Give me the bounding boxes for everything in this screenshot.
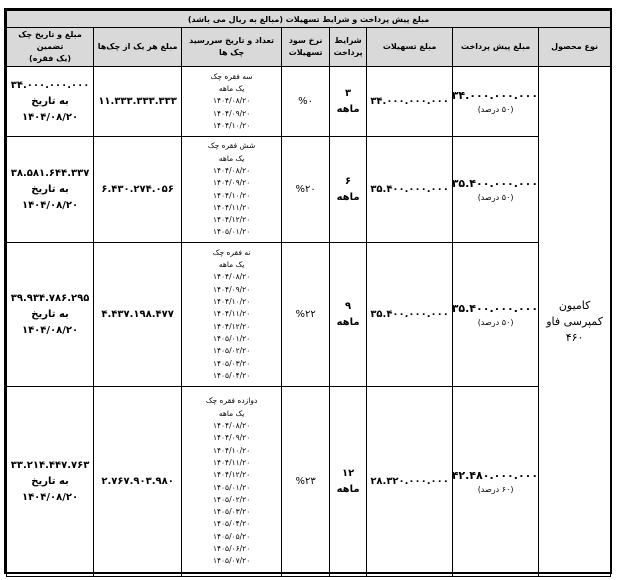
rate-cell: %۲۲ — [282, 243, 330, 387]
header-terms: شرایط پرداخت — [330, 28, 367, 67]
header-rate: نرخ سود تسهیلات — [282, 28, 330, 67]
loan-cell: ۳۵.۴۰۰.۰۰۰.۰۰۰ — [367, 137, 453, 243]
checks-cell: نه فقره چک یک ماهه ۱۴۰۴/۰۸/۲۰ ۱۴۰۴/۰۹/۲۰ ۱۴۰۴/۱۰/۲۰ ۱۴۰۴/۱۱/۲۰ ۱۴۰۴/۱۲/۲۰ ۱۴۰۵/۰۱/۲۰ ۱۴۰۵/۰۲/۲۰ ۱۴۰۵/۰۳/۲۰ ۱۴۰۵/۰۴/۲۰ — [182, 243, 282, 387]
checks-cell: سه فقره چک یک ماهه ۱۴۰۴/۰۸/۲۰ ۱۴۰۴/۰۹/۲۰ ۱۴۰۴/۱۰/۲۰ — [182, 67, 282, 137]
rate-cell: %۲۰ — [282, 137, 330, 243]
guarantee-cell: ۳۳.۲۱۴.۴۴۷.۷۶۳ به تاریخ ۱۴۰۴/۰۸/۲۰ — [7, 387, 94, 577]
per-check-cell: ۴.۴۳۷.۱۹۸.۴۷۷ — [94, 243, 182, 387]
table-title: مبلغ پیش پرداخت و شرایط تسهیلات (مبالغ به ریال می باشد) — [7, 11, 611, 28]
header-checks: تعداد و تاریخ سررسید چک ها — [182, 28, 282, 67]
table-row — [7, 243, 611, 387]
header-prepayment: مبلغ پیش پرداخت — [453, 28, 539, 67]
loan-cell: ۲۸.۳۲۰.۰۰۰.۰۰۰ — [367, 387, 453, 577]
header-per-check: مبلغ هر یک از چک‌ها — [94, 28, 182, 67]
duration-cell: ۱۲ ماهه — [330, 387, 367, 577]
checks-cell: دوازده فقره چک یک ماهه ۱۴۰۴/۰۸/۲۰ ۱۴۰۴/۰۹/۲۰ ۱۴۰۴/۱۰/۲۰ ۱۴۰۴/۱۱/۲۰ ۱۴۰۴/۱۲/۲۰ ۱۴۰۵/۰۱/۲۰ ۱۴۰۵/۰۲/۲۰ ۱۴۰۵/۰۳/۲۰ ۱۴۰۵/۰۴/۲۰ ۱۴۰۵/۰۵/۲۰ ۱۴۰۵/۰۶/۲۰ ۱۴۰۵/۰۷/۲۰ — [182, 387, 282, 577]
loan-cell: ۳۵.۴۰۰.۰۰۰.۰۰۰ — [367, 243, 453, 387]
loan-cell: ۳۴.۰۰۰.۰۰۰.۰۰۰ — [367, 67, 453, 137]
rate-cell: %۰ — [282, 67, 330, 137]
guarantee-cell: ۳۸.۵۸۱.۶۴۴.۳۳۷ به تاریخ ۱۴۰۴/۰۸/۲۰ — [7, 137, 94, 243]
per-check-cell: ۶.۴۳۰.۲۷۴.۰۵۶ — [94, 137, 182, 243]
prepayment-cell: ۴۲.۴۸۰.۰۰۰.۰۰۰ (۶۰ درصد) — [453, 387, 539, 577]
per-check-cell: ۲.۷۶۷.۹۰۳.۹۸۰ — [94, 387, 182, 577]
header-loan: مبلغ تسهیلات — [367, 28, 453, 67]
header-product: نوع محصول — [539, 28, 611, 67]
prepayment-cell: ۳۵.۴۰۰.۰۰۰.۰۰۰ (۵۰ درصد) — [453, 137, 539, 243]
product-name-cell: کامیون کمپرسی فاو ۴۶۰ — [539, 67, 611, 577]
terms-table-frame — [4, 8, 612, 574]
guarantee-cell: ۳۹.۹۳۴.۷۸۶.۲۹۵ به تاریخ ۱۴۰۴/۰۸/۲۰ — [7, 243, 94, 387]
table-row — [7, 137, 611, 243]
rate-cell: %۲۳ — [282, 387, 330, 577]
duration-cell: ۶ ماهه — [330, 137, 367, 243]
header-guarantee: مبلغ و تاریخ چک تضمین (یک فقره) — [7, 28, 94, 67]
prepayment-cell: ۳۴.۰۰۰.۰۰۰.۰۰۰ (۵۰ درصد) — [453, 67, 539, 137]
per-check-cell: ۱۱.۳۳۳.۳۳۳.۳۳۳ — [94, 67, 182, 137]
installment-terms-table — [6, 10, 611, 577]
duration-cell: ۹ ماهه — [330, 243, 367, 387]
guarantee-cell: ۳۴.۰۰۰.۰۰۰.۰۰۰ به تاریخ ۱۴۰۴/۰۸/۲۰ — [7, 67, 94, 137]
prepayment-cell: ۳۵.۴۰۰.۰۰۰.۰۰۰ (۵۰ درصد) — [453, 243, 539, 387]
table-row — [7, 387, 611, 577]
checks-cell: شش فقره چک یک ماهه ۱۴۰۴/۰۸/۲۰ ۱۴۰۴/۰۹/۲۰ ۱۴۰۴/۱۰/۲۰ ۱۴۰۴/۱۱/۲۰ ۱۴۰۴/۱۲/۲۰ ۱۴۰۵/۰۱/۲۰ — [182, 137, 282, 243]
duration-cell: ۳ ماهه — [330, 67, 367, 137]
table-row — [7, 67, 611, 137]
